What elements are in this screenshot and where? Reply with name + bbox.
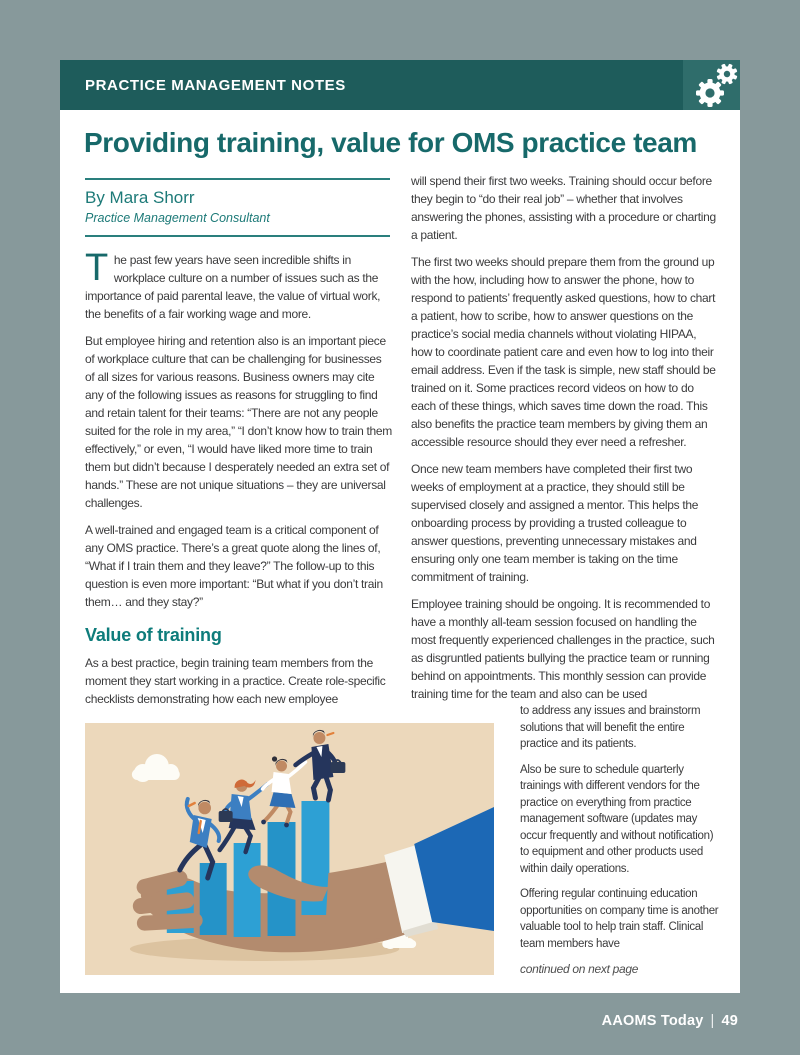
paragraph-text: he past few years have seen incredible shifts in workplace culture on a number of issues such as the importance of paid parental leave, the value of virtual work, the benefits of a fair working wage and more.: [85, 253, 381, 321]
section-heading: Value of training: [85, 625, 222, 645]
paragraph: [85, 247, 392, 323]
author-name: By Mara Shorr: [85, 188, 195, 207]
paragraph: As a best practice, begin training team members from the moment they start working in a practice. Create role-specific checklists demonstrating how each new employee: [85, 656, 386, 706]
byline: [85, 178, 390, 237]
publication-name: AAOMS Today: [601, 1013, 704, 1029]
paragraph: will spend their first two weeks. Training should occur before they begin to “do their real job” – whether that involves answering the phones, assisting with a procedure or charting a patient.: [411, 174, 716, 242]
drop-cap: T: [85, 247, 108, 289]
kicker-label: PRACTICE MANAGEMENT NOTES: [85, 76, 346, 94]
byline-rule-bottom: [85, 235, 390, 237]
paragraph: But employee hiring and retention also is an important piece of workplace culture that can be challenging for businesses of all sizes for various reasons. Business owners may cite any of the following issues as reasons for struggling to find and retain talent for their teams: “There are not any people suited for the role in my area,” “I don’t know how to train them effectively,” or even, “I would have liked more time to train them but didn’t because I desperately needed an extra set of hands.” These are not unique situations – they are universal challenges.: [85, 334, 392, 510]
paragraph: to address any issues and brainstorm solutions that will benefit the entire practice and its patients.: [520, 705, 701, 750]
gears-icon: [683, 60, 740, 110]
paragraph: The first two weeks should prepare them from the ground up with the how, including how to answer the phone, how to respond to patients’ frequently asked questions, how to chart a patient, how to scribe, how to answer questions on the practice’s social media channels without violating HIPAA, how to coordinate patient care and even how to log into their email address. Even if the task is simple, new staff should be trained on it. Some practices record videos on how to do each of these things, which saves time down the road. This also benefits the practice team members by giving them an accessible resource should they ever need a refresher.: [411, 255, 716, 449]
page-title: Providing training, value for OMS practice team: [84, 127, 697, 158]
footer-separator: |: [710, 1013, 715, 1029]
paragraph: Offering regular continuing education opportunities on company time is another valuable tool to help train staff. Clinical team members have: [520, 888, 719, 950]
team-growth-illustration: [85, 723, 494, 975]
footer: [602, 1013, 738, 1029]
kicker-bar: [60, 60, 740, 110]
article-column-left: [85, 247, 392, 717]
paragraph: A well-trained and engaged team is a critical component of any OMS practice. There’s a great quote along the lines of, “What if I train them and they leave?” The follow-up to this question is even more important: “But what if you don’t train them… and they stay?”: [85, 523, 383, 609]
continued-note: continued on next page: [520, 962, 639, 976]
article-column-wrap: [520, 703, 720, 987]
paragraph: Also be sure to schedule quarterly trainings with different vendors for the practice on everything from practice management software (updates may occur frequently and without notification) to equipment and other products used within daily operations.: [520, 763, 714, 875]
paragraph: Employee training should be ongoing. It is recommended to have a monthly all-team session focused on handling the most frequently experienced challenges in the practice, such as disgruntled patients bullying the practice team or running behind on appointments. This monthly session can provide training time for the team and also can be used: [411, 597, 715, 701]
article-column-right: [411, 172, 716, 712]
paragraph: Once new team members have completed their first two weeks of employment at a practice, they should still be supervised closely and assigned a mentor. This helps the onboarding process by providing a trusted colleague to answer questions, preventing unnecessary mistakes and ensuring only one team member is taking on the time commitment of training.: [411, 462, 699, 584]
author-role: Practice Management Consultant: [85, 211, 270, 225]
page-number: 49: [721, 1013, 738, 1029]
byline-rule-top: [85, 178, 390, 180]
